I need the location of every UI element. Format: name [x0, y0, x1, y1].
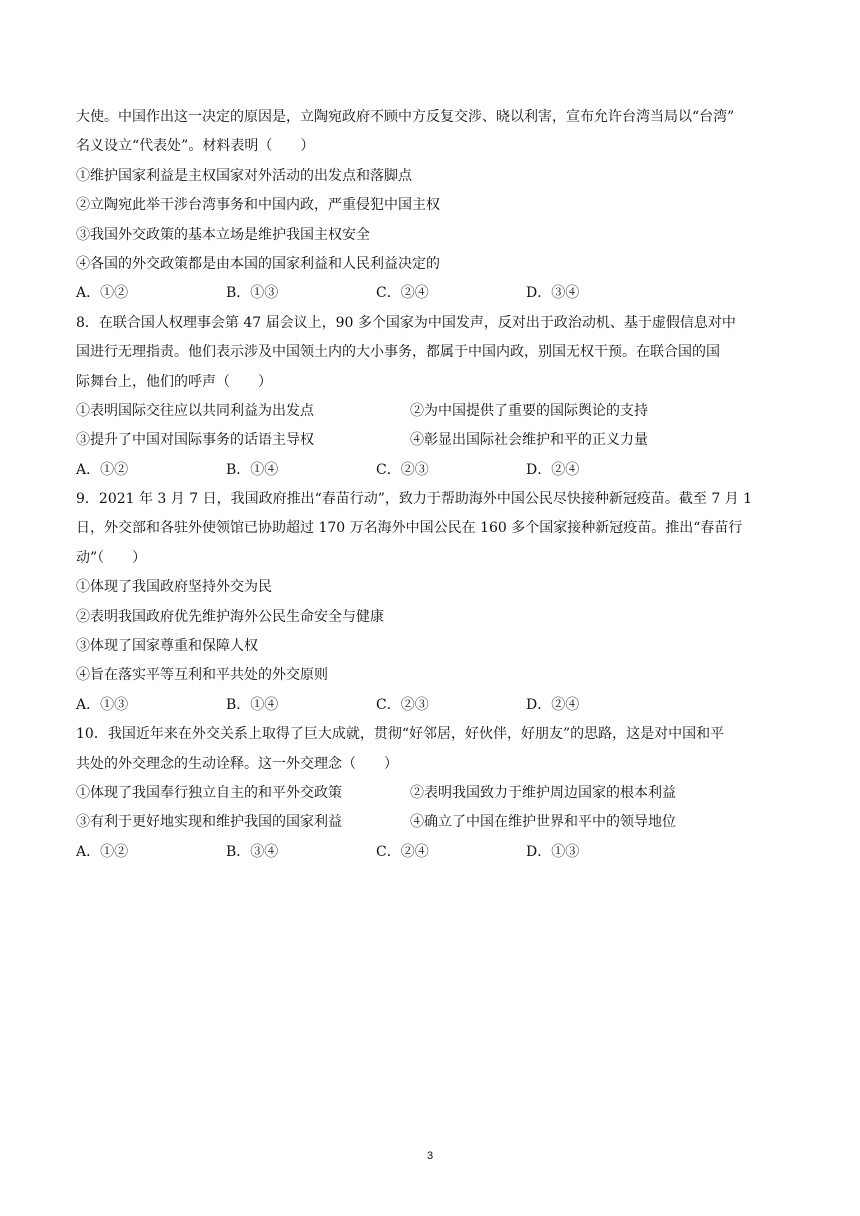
question-9-option-a: A．①③ [76, 696, 129, 713]
question-9-option-b: B．①④ [226, 696, 279, 713]
question-10-option-d: D．①③ [526, 843, 580, 860]
question-8-option-c: C．②③ [376, 461, 429, 478]
page-content [76, 103, 796, 867]
question-7 [76, 103, 796, 309]
question-10-stem-line-1: 10．我国近年来在外交关系上取得了巨大成就，贯彻“好邻居，好伙伴，好朋友”的思路，这是对中国和平 [76, 726, 725, 743]
question-7-statement-1: ①维护国家利益是主权国家对外活动的出发点和落脚点 [76, 167, 412, 184]
question-7-options [76, 279, 796, 308]
question-9-statement-1: ①体现了我国政府坚持外交为民 [76, 579, 272, 596]
question-10-statements-row-2 [76, 808, 796, 837]
question-9-statement-4: ④旨在落实平等互利和平共处的外交原则 [76, 667, 328, 684]
question-8-options [76, 456, 796, 485]
question-9-stem-line-1: 9．2021 年 3 月 7 日，我国政府推出“春苗行动”，致力于帮助海外中国公民尽快接种新冠疫苗。截至 7 月 1 [76, 491, 753, 508]
question-7-stem-line-1: 大使。中国作出这一决定的原因是，立陶宛政府不顾中方反复交涉、晓以利害，宣布允许台湾当局以“台湾” [76, 109, 735, 125]
question-8-option-a: A．①② [76, 461, 129, 478]
question-9-option-d: D．②④ [526, 696, 580, 713]
question-8-stem-line-1: 8．在联合国人权理事会第 47 届会议上，90 多个国家为中国发声，反对出于政治动机、基于虚假信息对中 [76, 314, 736, 331]
question-7-statement-3: ③我国外交政策的基本立场是维护我国主权安全 [76, 226, 370, 243]
question-9-stem-line-2: 日，外交部和各驻外使领馆已协助超过 170 万名海外中国公民在 160 多个国家接种新冠疫苗。推出“春苗行 [76, 520, 743, 537]
question-10-statements-row-1 [76, 779, 796, 808]
question-8-statement-2: ②为中国提供了重要的国际舆论的支持 [410, 402, 648, 419]
question-9-option-c: C．②③ [376, 696, 429, 713]
question-10-statement-1: ①体现了我国奉行独立自主的和平外交政策 [76, 784, 342, 801]
question-8-option-b: B．①④ [226, 461, 279, 478]
question-9-statement-3: ③体现了国家尊重和保障人权 [76, 638, 258, 655]
question-10 [76, 720, 796, 867]
question-7-option-d: D．③④ [526, 285, 580, 302]
question-10-statement-3: ③有利于更好地实现和维护我国的国家利益 [76, 814, 342, 831]
question-8-statement-1: ①表明国际交往应以共同利益为出发点 [76, 402, 314, 419]
question-8-stem-line-2: 国进行无理指责。他们表示涉及中国领土内的大小事务，都属于中国内政，别国无权干预。在联合国的国 [76, 344, 720, 361]
question-8-option-d: D．②④ [526, 461, 580, 478]
question-7-option-a: A．①② [76, 285, 129, 302]
question-7-stem-line-2: 名义设立“代表处”。材料表明（ ） [76, 138, 315, 155]
question-8-statements-row-2 [76, 426, 796, 455]
question-10-option-c: C．②④ [376, 843, 429, 860]
page-number: 3 [426, 1150, 434, 1162]
question-10-options [76, 838, 796, 867]
question-8-statements-row-1 [76, 397, 796, 426]
question-10-option-b: B．③④ [226, 843, 279, 860]
question-8-statement-4: ④彰显出国际社会维护和平的正义力量 [410, 432, 648, 449]
question-9 [76, 485, 796, 720]
question-9-options [76, 691, 796, 720]
question-7-statement-4: ④各国的外交政策都是由本国的国家利益和人民利益决定的 [76, 255, 440, 272]
question-10-stem-line-2: 共处的外交理念的生动诠释。这一外交理念（ ） [76, 755, 398, 772]
question-9-statement-2: ②表明我国政府优先维护海外公民生命安全与健康 [76, 608, 384, 625]
question-8-stem-line-3: 际舞台上，他们的呼声（ ） [76, 373, 272, 390]
question-8-statement-3: ③提升了中国对国际事务的话语主导权 [76, 432, 314, 449]
question-10-statement-4: ④确立了中国在维护世界和平中的领导地位 [410, 814, 676, 831]
question-9-stem-line-3: 动”（ ） [76, 549, 147, 566]
question-10-statement-2: ②表明我国致力于维护周边国家的根本利益 [410, 784, 676, 801]
question-7-option-b: B．①③ [226, 285, 279, 302]
question-10-option-a: A．①② [76, 843, 129, 860]
question-7-option-c: C．②④ [376, 285, 429, 302]
question-8 [76, 309, 796, 485]
question-7-statement-2: ②立陶宛此举干涉台湾事务和中国内政，严重侵犯中国主权 [76, 197, 440, 214]
